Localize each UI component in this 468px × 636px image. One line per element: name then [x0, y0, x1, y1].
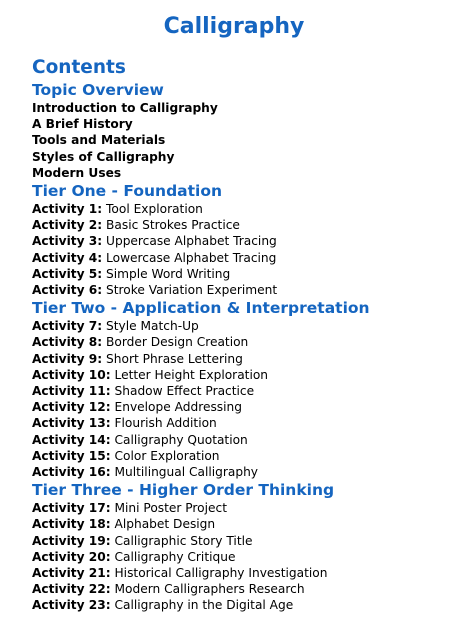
- activity-label: Activity 23:: [32, 598, 111, 613]
- activity-title: Calligraphy Critique: [114, 549, 236, 564]
- activity-label: Activity 10:: [32, 367, 111, 382]
- activity-label: Activity 11:: [32, 384, 111, 399]
- activity-entry: [32, 250, 462, 266]
- activity-label: Activity 4:: [32, 250, 103, 265]
- activity-label: Activity 20:: [32, 549, 111, 564]
- activity-title: Modern Calligraphers Research: [114, 582, 305, 597]
- section-heading: Tier One - Foundation: [32, 182, 223, 201]
- activity-title: Lowercase Alphabet Tracing: [106, 250, 277, 265]
- activity-entry: [32, 464, 462, 480]
- activity-entry: [32, 217, 462, 233]
- activity-entry: [32, 201, 462, 217]
- overview-entry: Modern Uses: [32, 165, 122, 180]
- page-title: Calligraphy: [163, 14, 305, 39]
- activity-entry: [32, 448, 462, 464]
- activity-label: Activity 15:: [32, 448, 111, 463]
- activity-entry: [32, 597, 462, 613]
- activity-title: Letter Height Exploration: [114, 367, 269, 382]
- activity-label: Activity 17:: [32, 501, 111, 516]
- activity-title: Alphabet Design: [114, 517, 216, 532]
- section-heading: Tier Two - Application & Interpretation: [32, 299, 370, 318]
- activity-title: Short Phrase Lettering: [106, 351, 243, 366]
- activity-label: Activity 9:: [32, 351, 103, 366]
- activity-title: Multilingual Calligraphy: [114, 465, 259, 480]
- activity-title: Calligraphy Quotation: [114, 432, 248, 447]
- activity-title: Historical Calligraphy Investigation: [114, 566, 328, 581]
- activity-label: Activity 1:: [32, 202, 103, 217]
- activity-label: Activity 3:: [32, 234, 103, 249]
- activity-title: Tool Exploration: [106, 202, 203, 217]
- activity-label: Activity 2:: [32, 218, 103, 233]
- activity-title: Color Exploration: [114, 448, 220, 463]
- activity-label: Activity 8:: [32, 335, 103, 350]
- activity-title: Stroke Variation Experiment: [106, 283, 278, 298]
- table-of-contents: [32, 80, 462, 614]
- activity-title: Uppercase Alphabet Tracing: [106, 234, 277, 249]
- activity-title: Shadow Effect Practice: [114, 384, 255, 399]
- activity-label: Activity 6:: [32, 283, 103, 298]
- activity-entry: [32, 415, 462, 431]
- activity-title: Flourish Addition: [114, 416, 217, 431]
- activity-title: Mini Poster Project: [114, 501, 227, 516]
- overview-entry: Tools and Materials: [32, 133, 166, 148]
- activity-entry: [32, 581, 462, 597]
- activity-title: Envelope Addressing: [114, 400, 242, 415]
- activity-entry: [32, 282, 462, 298]
- activity-label: Activity 22:: [32, 582, 111, 597]
- activity-entry: [32, 367, 462, 383]
- activity-entry: [32, 383, 462, 399]
- activity-title: Style Match-Up: [106, 319, 199, 334]
- activity-label: Activity 12:: [32, 400, 111, 415]
- activity-entry: [32, 399, 462, 415]
- overview-entry: Introduction to Calligraphy: [32, 101, 218, 115]
- overview-entry: Styles of Calligraphy: [32, 149, 175, 164]
- activity-title: Calligraphy in the Digital Age: [114, 598, 294, 613]
- activity-title: Border Design Creation: [106, 335, 249, 350]
- activity-entry: [32, 318, 462, 334]
- section-heading: Topic Overview: [32, 81, 164, 99]
- activity-entry: [32, 565, 462, 581]
- activity-label: Activity 16:: [32, 465, 111, 480]
- activity-title: Calligraphic Story Title: [114, 533, 253, 548]
- activity-label: Activity 5:: [32, 266, 103, 281]
- activity-label: Activity 18:: [32, 517, 111, 532]
- section-heading: Tier Three - Higher Order Thinking: [32, 481, 335, 500]
- activity-label: Activity 7:: [32, 319, 103, 334]
- activity-entry: [32, 549, 462, 565]
- activity-entry: [32, 233, 462, 249]
- activity-entry: [32, 334, 462, 350]
- activity-entry: [32, 351, 462, 367]
- overview-entry: A Brief History: [32, 117, 133, 132]
- activity-label: Activity 14:: [32, 432, 111, 447]
- activity-label: Activity 13:: [32, 416, 111, 431]
- activity-title: Simple Word Writing: [106, 266, 231, 281]
- activity-title: Basic Strokes Practice: [106, 218, 240, 233]
- activity-label: Activity 21:: [32, 566, 111, 581]
- activity-entry: [32, 516, 462, 532]
- activity-entry: [32, 266, 462, 282]
- activity-label: Activity 19:: [32, 533, 111, 548]
- contents-heading: Contents: [32, 57, 126, 78]
- activity-entry: [32, 500, 462, 516]
- activity-entry: [32, 533, 462, 549]
- activity-entry: [32, 432, 462, 448]
